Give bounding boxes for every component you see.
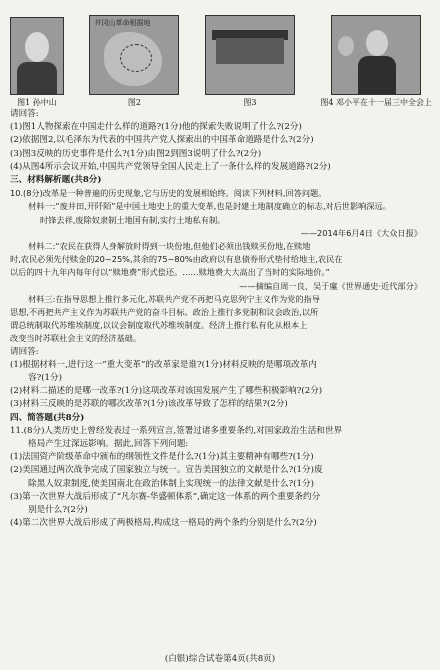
figure-3-building-photo [205, 15, 295, 95]
figure-3 [205, 15, 295, 108]
figure-2-caption: 图2 [127, 98, 141, 107]
text-line: (3)第一次世界大战后形成了“凡尔赛-华盛顿体系”,确定这一体系的两个重要条约分 [10, 491, 321, 502]
question-text [10, 108, 432, 531]
text-line: (4)从图4所示会议开始,中国共产党领导全国人民走上了一条什么样的发展道路?(2分) [10, 161, 331, 172]
figure-2-map [89, 15, 179, 95]
text-line: (3)图3反映的历史事件是什么?(1分)由图2到图3说明了什么?(2分) [10, 148, 262, 159]
text-line: (4)第二次世界大战后形成了两极格局,构成这一格局的两个条约分别是什么?(2分) [10, 518, 317, 529]
figure-1-portrait-photo [10, 17, 64, 95]
text-line: 请回答: [10, 346, 39, 357]
text-line: 改变当时苏联社会主义的经济基础。 [10, 333, 142, 344]
text-line: 以后的四十九年内每年付以“赎地费”形式偿还。……赎地费大大高出了当时的实际地价。” [10, 267, 330, 278]
text-line: 容?(1分) [28, 373, 62, 384]
text-line: (2)依据图2,以毛泽东为代表的中国共产党人探索出的中国革命道路是什么?(2分) [10, 135, 314, 146]
text-line: 思想,不再把共产主义作为苏联共产党的奋斗目标。政治上推行多党制和议会政治,以所 [10, 307, 319, 318]
text-line: 材料一:“废井田,开阡陌”是中国土地史上的重大变革,也是封建土地制度确立的标志,对后世影响深远。 [28, 201, 391, 212]
text-line: (2)材料二描述的是哪一改革?(1分)这项改革对该国发展产生了哪些积极影响?(2分) [10, 386, 323, 397]
text-line: (3)材料三反映的是苏联的哪次改革?(1分)该改革导致了怎样的结果?(2分) [10, 399, 288, 410]
page-footer: (白银)综合试卷第4页(共8页) [164, 654, 276, 664]
text-line: 时锋去祥,废除奴隶制土地国有制,实行土地私有制。 [40, 214, 226, 225]
figure-3-caption: 图3 [243, 98, 257, 107]
figure-2 [89, 15, 179, 108]
figure-1 [10, 17, 64, 108]
text-line: 时,农民必须先付赎金的20~25%,其余的75~80%由政府以有息债券形式垫付给地主,农民在 [10, 254, 343, 265]
text-line: 别是什么?(2分) [28, 505, 88, 516]
text-line: 11.(8分)人类历史上曾经发表过一系列宣言,签署过诸多重要条约,对国家政治生活和世界 [10, 425, 343, 436]
figure-2-map-title: 井冈山革命根据地 [94, 19, 151, 27]
text-line: (1)根据材料一,进行这一“重大变革”的改革家是谁?(1分)材料反映的是哪项改革内 [10, 359, 317, 370]
text-line: 材料二:“农民在获得人身解放时得到一块份地,但他们必须出钱赎买份地,在赎地 [28, 241, 311, 252]
text-line: (1)法国资产阶级革命中颁布的纲领性文件是什么?(1分)其主要精神有哪些?(1分) [10, 452, 314, 463]
figure-4-caption: 图4 邓小平在十一届三中全会上 [320, 98, 432, 107]
text-line: ——摘编自周一良、吴于廑《世界通史·近代部分》 [239, 280, 422, 291]
text-line: 材料三:在指导思想上推行多元化,苏联共产党不再把马克思列宁主义作为党的指导 [28, 293, 320, 304]
text-line: (1)图1人物探索在中国走什么样的道路?(1分)他的探索失败说明了什么?(2分) [10, 122, 302, 133]
figure-4 [320, 15, 432, 108]
text-line: 格局产生过深远影响。据此,回答下列问题: [28, 439, 189, 450]
figure-4-photo [331, 15, 421, 95]
text-line: 除黑人奴隶制度,使美国南北在政治体制上实现统一的法律文献是什么?(1分) [28, 478, 314, 489]
text-line: 请回答: [10, 109, 39, 119]
figure-row [10, 4, 432, 108]
text-line: 四、简答题(共8分) [10, 412, 85, 423]
text-line: ——2014年6月4日《大众日报》 [300, 227, 422, 238]
text-line: 10.(8分)改革是一种普遍的历史现象,它与历史的发展相始终。阅读下列材料,回答问题。 [10, 188, 327, 199]
text-line: (2)美国通过两次战争完成了国家独立与统一。宣告美国独立的文献是什么?(1分)废 [10, 465, 323, 476]
figure-1-caption: 图1 孙中山 [17, 98, 57, 107]
text-line: 三、材料解析题(共8分) [10, 175, 102, 186]
text-line: 谓总统制取代苏维埃制度,以议会制度取代苏维埃制度。经济上推行私有化从根本上 [10, 320, 308, 331]
